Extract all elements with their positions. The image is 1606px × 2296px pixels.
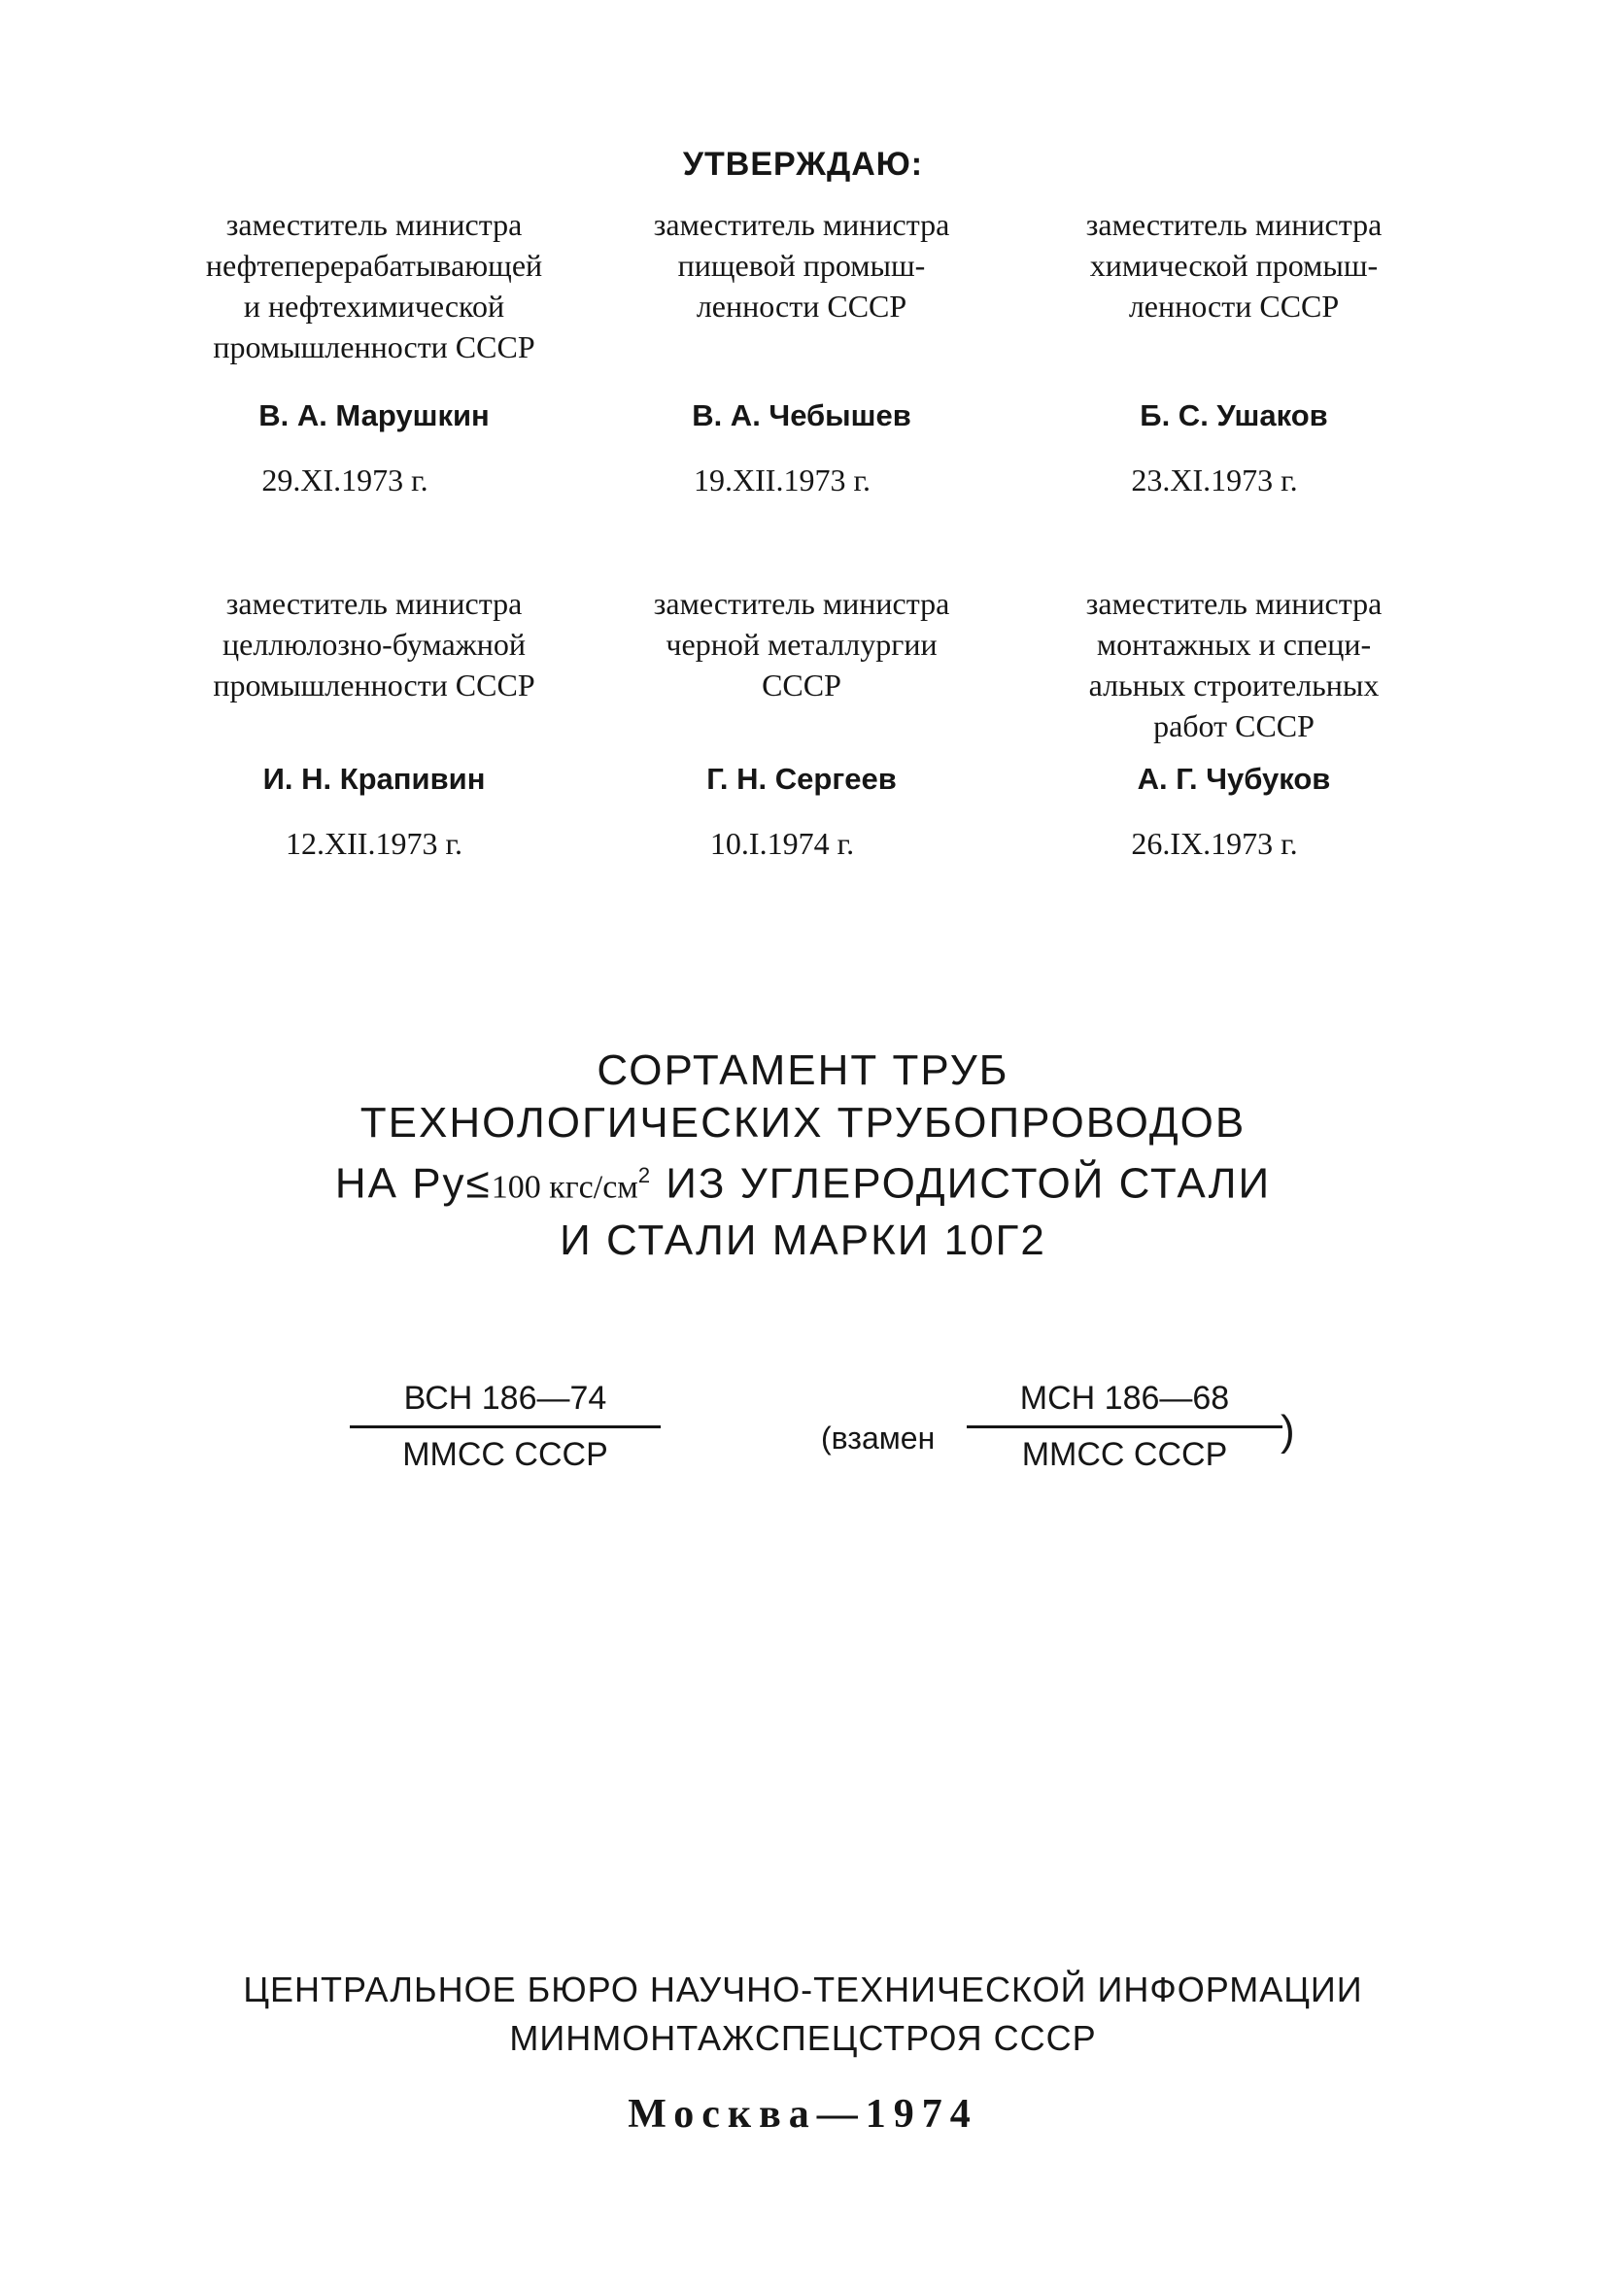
pressure-unit: 100 кгс/см (491, 1169, 638, 1206)
title-fragment: ИЗ УГЛЕРОДИСТОЙ СТАЛИ (652, 1159, 1272, 1208)
signatory-name: Б. С. Ушаков (1140, 398, 1328, 432)
title-fragment: НА Ру≤ (334, 1159, 492, 1208)
signature-date: 23.XI.1973 г. (1131, 463, 1298, 497)
norm-authority: ММСС СССР (1021, 1436, 1228, 1473)
position-line: заместитель министра (225, 586, 523, 621)
signatory-position (568, 204, 1035, 369)
position-line: промышленности СССР (213, 329, 535, 364)
publisher-line: ЦЕНТРАЛЬНОЕ БЮРО НАУЧНО-ТЕХНИЧЕСКОЙ ИНФОРМАЦИИ (243, 1970, 1363, 2009)
signatory-name: В. А. Чебышев (692, 398, 911, 432)
position-line: химической промыш- (1089, 248, 1379, 283)
signature-date: 19.XII.1973 г. (694, 463, 871, 497)
norm-code: МСН 186—68 (1019, 1380, 1230, 1417)
signatory-block (568, 204, 1035, 499)
position-line: заместитель министра (1085, 586, 1383, 621)
signatory-block (568, 583, 1035, 863)
signatory-position (568, 583, 1035, 748)
position-line: заместитель министра (653, 586, 950, 621)
norm-code: ВСН 186—74 (403, 1380, 607, 1417)
replaced-norm-designation (967, 1380, 1282, 1474)
signatory-block (141, 204, 607, 499)
publisher (0, 1966, 1606, 2063)
position-line: ленности СССР (1128, 289, 1340, 324)
position-line: ленности СССР (696, 289, 907, 324)
norm-designation (350, 1380, 661, 1474)
position-line: заместитель министра (653, 207, 950, 242)
signature-date: 10.I.1974 г. (709, 826, 855, 861)
position-line: альных строительных (1088, 668, 1380, 703)
position-line: монтажных и специ- (1096, 627, 1372, 662)
signatory-name: В. А. Марушкин (258, 398, 490, 432)
position-line: СССР (762, 668, 841, 703)
position-line: пищевой промыш- (677, 248, 926, 283)
publisher-line: МИНМОНТАЖСПЕЦСТРОЯ СССР (509, 2018, 1097, 2058)
position-line: заместитель министра (1085, 207, 1383, 242)
title-line (0, 1149, 1606, 1215)
position-line: работ СССР (1153, 708, 1315, 743)
signatory-position (141, 583, 607, 748)
signatory-name: А. Г. Чубуков (1137, 762, 1331, 796)
signatory-position (141, 204, 607, 369)
position-line: и нефтехимической (243, 289, 505, 324)
signatory-block (141, 583, 607, 863)
title-line: И СТАЛИ МАРКИ 10Г2 (560, 1216, 1046, 1264)
signature-date: 26.IX.1973 г. (1131, 826, 1298, 861)
position-line: промышленности СССР (213, 668, 535, 703)
position-line: черной металлургии (666, 627, 938, 662)
signatory-name: Г. Н. Сергеев (706, 762, 897, 796)
position-line: нефтеперерабатывающей (205, 248, 543, 283)
city-year: Москва—1974 (628, 2092, 978, 2137)
norm-authority: ММСС СССР (402, 1436, 608, 1473)
superscript: 2 (637, 1163, 653, 1187)
title-line: СОРТАМЕНТ ТРУБ (597, 1046, 1009, 1094)
replaces-label: (взамен (821, 1421, 936, 1456)
signatory-name: И. Н. Крапивин (262, 762, 486, 796)
document-title (0, 1045, 1606, 1267)
signature-date: 29.XI.1973 г. (261, 463, 428, 497)
signature-date: 12.XII.1973 г. (286, 826, 462, 861)
position-line: целлюлозно-бумажной (222, 627, 526, 662)
signatory-position (1001, 583, 1467, 748)
position-line: заместитель министра (225, 207, 523, 242)
closing-parenthesis: ) (1281, 1407, 1295, 1455)
signatory-position (1001, 204, 1467, 369)
signatory-block (1001, 204, 1467, 499)
signatory-block (1001, 583, 1467, 863)
approval-heading: УТВЕРЖДАЮ: (682, 146, 924, 183)
title-line: ТЕХНОЛОГИЧЕСКИХ ТРУБОПРОВОДОВ (359, 1099, 1247, 1147)
